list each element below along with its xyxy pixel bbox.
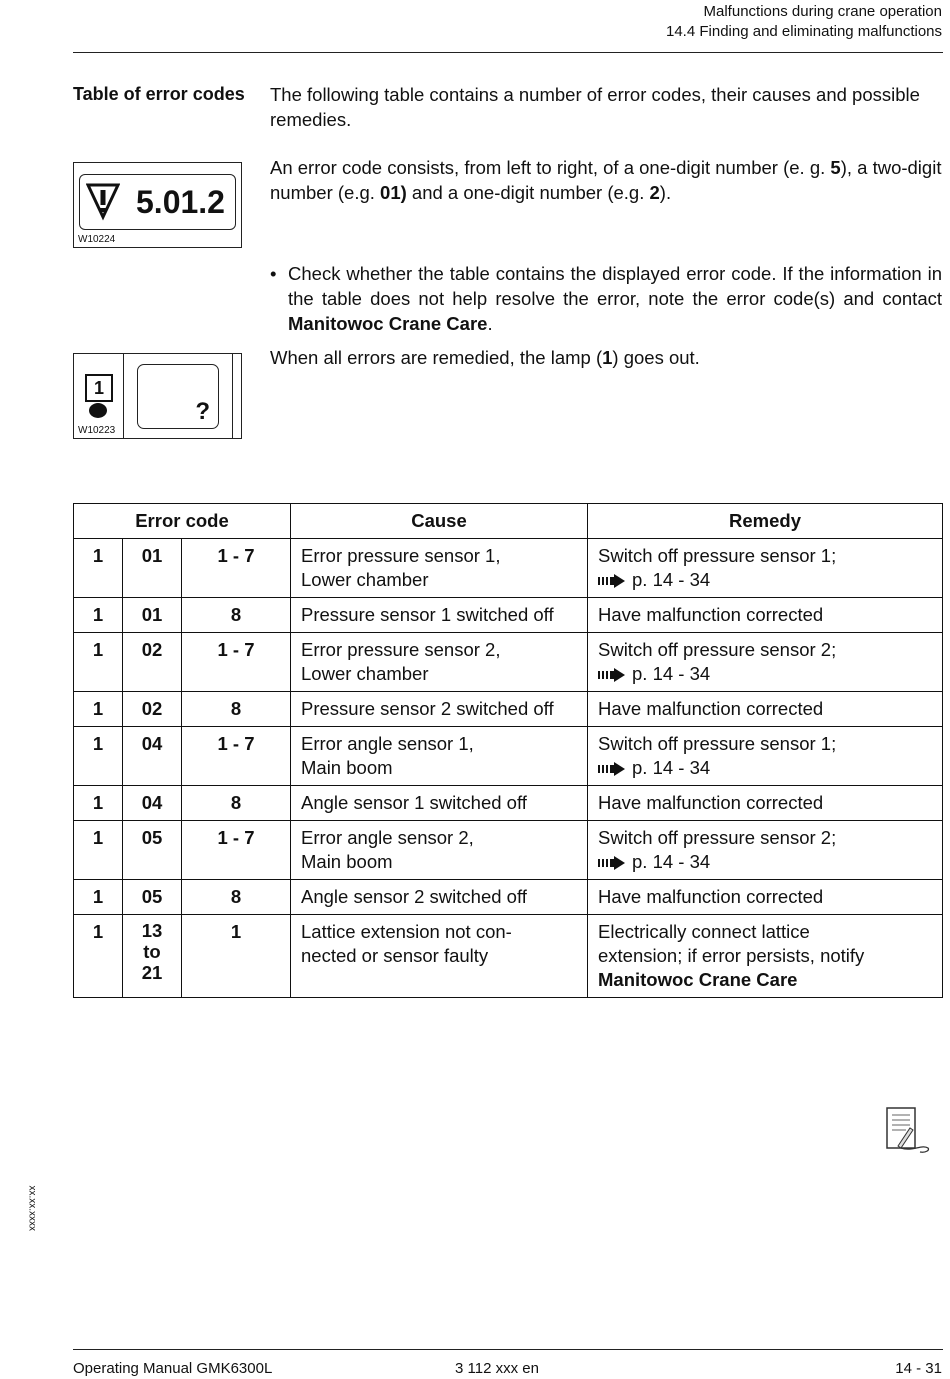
- table-row: 1 02 1 - 7 Error pressure sensor 2, Lower chamber Switch off pressure sensor 2; p. 14 - 34: [74, 633, 943, 692]
- page-reference[interactable]: p. 14 - 34: [632, 757, 711, 778]
- question-mark: ?: [195, 398, 210, 425]
- footer-doc-number: 3 112 xxx en: [455, 1360, 539, 1377]
- reference-arrow-icon: [598, 574, 626, 588]
- footer-rule: [73, 1349, 943, 1350]
- table-row: 1 05 8 Angle sensor 2 switched off Have malfunction corrected: [74, 880, 943, 915]
- display-frame: [79, 174, 236, 230]
- lamp-number-box: 1: [85, 374, 113, 402]
- header-rule: [73, 52, 943, 53]
- table-row: 1 04 1 - 7 Error angle sensor 1, Main boom Switch off pressure sensor 1; p. 14 - 34: [74, 727, 943, 786]
- page-reference[interactable]: p. 14 - 34: [632, 851, 711, 872]
- header-cause: Cause: [291, 504, 588, 539]
- header-chapter: Malfunctions during crane operation: [703, 3, 942, 20]
- footer-page-number: 14 - 31: [895, 1360, 942, 1377]
- reference-arrow-icon: [598, 856, 626, 870]
- section-heading: Table of error codes: [73, 84, 245, 104]
- page-reference[interactable]: p. 14 - 34: [632, 569, 711, 590]
- bullet-item: • Check whether the table contains the displayed error code. If the information in the table does not help resolve the error, note the error code(s) and contact Manitowoc Crane Care.: [270, 263, 942, 334]
- reference-arrow-icon: [598, 762, 626, 776]
- header-section: 14.4 Finding and eliminating malfunctions: [666, 23, 942, 40]
- code-description: An error code consists, from left to right, of a one-digit number (e. g. 5), a two-digit number (e.g. 01) and a one-digit number (e.g. 2).: [270, 157, 942, 203]
- page-reference[interactable]: p. 14 - 34: [632, 663, 711, 684]
- figure-caption: W10223: [78, 425, 116, 436]
- lamp-note: When all errors are remedied, the lamp (1) goes out.: [270, 347, 700, 368]
- intro-paragraph: The following table contains a number of error codes, their causes and possible remedies.: [270, 84, 920, 130]
- table-row: 1 05 1 - 7 Error angle sensor 2, Main boom Switch off pressure sensor 2; p. 14 - 34: [74, 821, 943, 880]
- footer-manual-title: Operating Manual GMK6300L: [73, 1360, 273, 1377]
- error-display-figure: [73, 162, 242, 248]
- table-header-row: [74, 504, 943, 539]
- table-row: 1 01 1 - 7 Error pressure sensor 1, Lower chamber Switch off pressure sensor 1; p. 14 - 34: [74, 539, 943, 598]
- header-error-code: Error code: [74, 504, 291, 539]
- side-date-mark: xx.xx.xxxx: [26, 1185, 38, 1232]
- table-row: 1 04 8 Angle sensor 1 switched off Have malfunction corrected: [74, 786, 943, 821]
- table-row: 1 02 8 Pressure sensor 2 switched off Have malfunction corrected: [74, 692, 943, 727]
- table-row: 1 13 to 21 1 Lattice extension not con- nected or sensor faulty Electrically connect lattice extension; if error persists, notify Manitowoc Crane Care: [74, 915, 943, 998]
- header-remedy: Remedy: [588, 504, 943, 539]
- reference-arrow-icon: [598, 668, 626, 682]
- error-code-display: 5.01.2: [136, 184, 225, 220]
- figure-caption: W10224: [78, 234, 116, 245]
- lamp-icon: [89, 403, 107, 418]
- document-notes-icon: [884, 1106, 932, 1156]
- lamp-figure: [73, 353, 242, 439]
- error-code-table: [73, 503, 943, 998]
- warning-triangle-icon: [86, 181, 120, 221]
- display-screen: [137, 364, 219, 429]
- table-row: 1 01 8 Pressure sensor 1 switched off Have malfunction corrected: [74, 598, 943, 633]
